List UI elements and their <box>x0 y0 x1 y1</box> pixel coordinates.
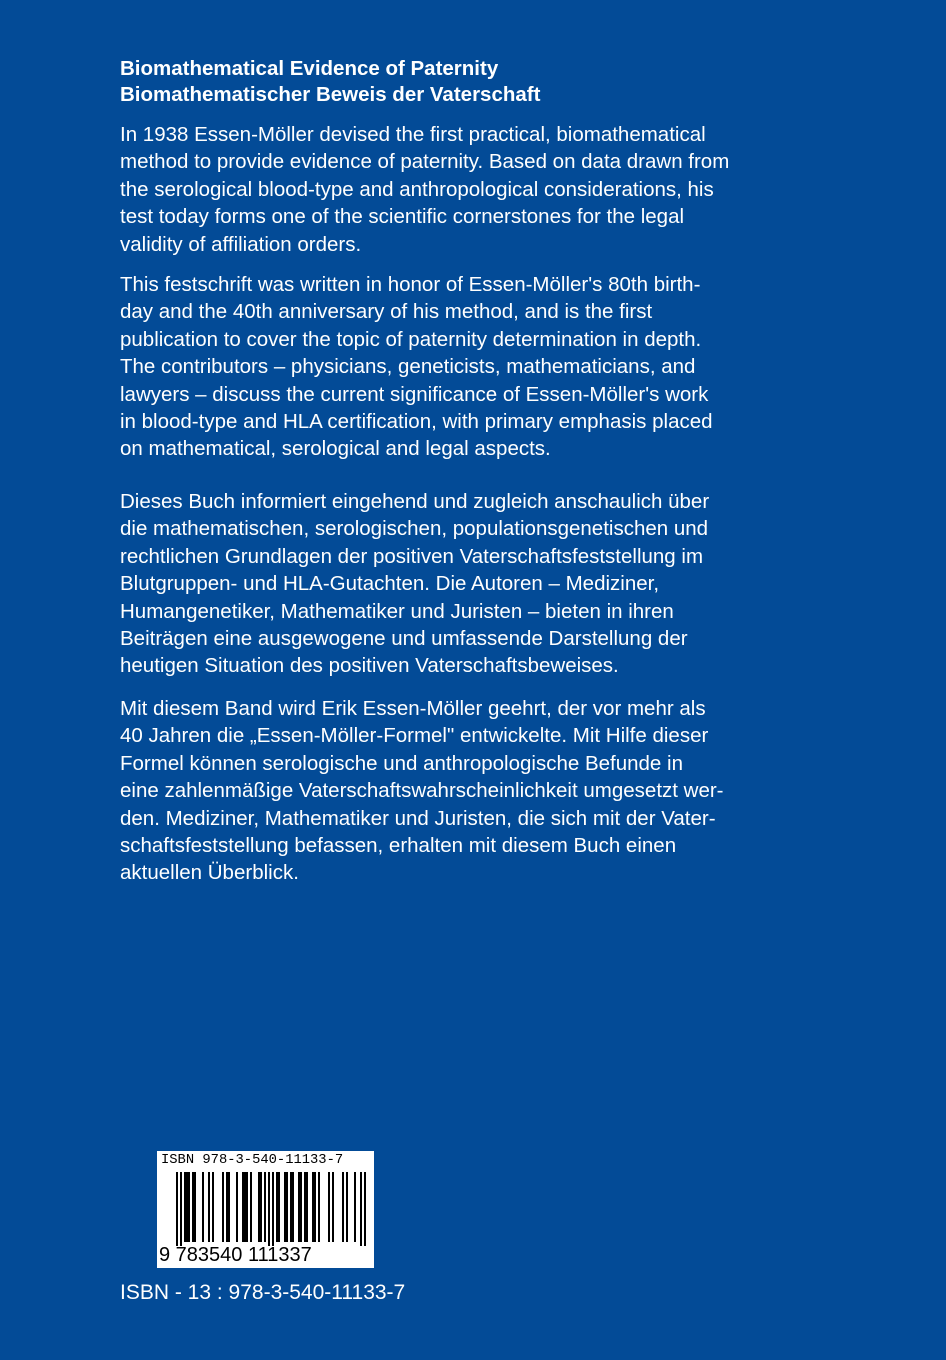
barcode-bar <box>286 1172 288 1242</box>
isbn-barcode <box>157 1151 374 1268</box>
text-line: lawyers – discuss the current significance of Essen-Möller's work <box>120 382 709 406</box>
barcode-bar <box>260 1172 262 1242</box>
barcode-bar <box>226 1172 228 1242</box>
barcode-bar <box>236 1172 238 1242</box>
barcode-bar <box>314 1172 316 1242</box>
barcode-bar <box>278 1172 280 1242</box>
barcode-bar <box>186 1172 188 1242</box>
barcode-bar <box>188 1172 190 1242</box>
barcode-bar <box>342 1172 344 1242</box>
text-line: die mathematischen, serologischen, populationsgenetischen und <box>120 517 709 541</box>
text-line: Dieses Buch informiert eingehend und zugleich anschaulich über <box>120 490 710 513</box>
barcode-bar <box>276 1172 278 1242</box>
barcode-bar <box>346 1172 348 1242</box>
barcode-bar <box>312 1172 314 1242</box>
barcode-bar <box>318 1172 320 1242</box>
text-line: method to provide evidence of paternity. Based on data drawn from <box>120 150 730 174</box>
barcode-bar <box>244 1172 246 1242</box>
text-line: rechtlichen Grundlagen der positiven Vaterschaftsfeststellung im <box>120 544 704 568</box>
barcode-bar <box>292 1172 294 1242</box>
barcode-bar <box>354 1172 356 1242</box>
barcode-digits: 9 783540 111337 <box>159 1244 312 1266</box>
barcode-bar <box>268 1172 270 1246</box>
barcode-bar <box>242 1172 244 1242</box>
text-line: the serological blood-type and anthropological considerations, his <box>120 177 714 201</box>
barcode-bar <box>194 1172 196 1242</box>
text-line: eine zahlenmäßige Vaterschaftswahrscheinlichkeit umgesetzt wer- <box>120 779 724 803</box>
barcode-bar <box>228 1172 230 1242</box>
barcode-bar <box>264 1172 266 1242</box>
barcode-bar <box>250 1172 252 1242</box>
text-line: Mit diesem Band wird Erik Essen-Möller geehrt, der vor mehr als <box>120 697 706 720</box>
german-paragraph-2 <box>120 695 840 887</box>
barcode-bar <box>180 1172 182 1246</box>
text-line: In 1938 Essen-Möller devised the first practical, biomathematical <box>120 123 706 146</box>
barcode-bar <box>176 1172 178 1246</box>
barcode-bar <box>192 1172 194 1242</box>
barcode-bar <box>328 1172 330 1242</box>
english-paragraph-1 <box>120 121 840 258</box>
text-line: The contributors – physicians, geneticists, mathematicians, and <box>120 355 696 379</box>
barcode-bars <box>159 1172 372 1246</box>
barcode-bar <box>202 1172 204 1242</box>
isbn-13-line: ISBN - 13 : 978-3-540-11133-7 <box>120 1281 406 1304</box>
text-line: Beiträgen eine ausgewogene und umfassende Darstellung der <box>120 627 688 651</box>
german-title: Biomathematischer Beweis der Vaterschaft <box>120 83 541 106</box>
barcode-isbn-label: ISBN 978-3-540-11133-7 <box>161 1153 344 1168</box>
english-title: Biomathematical Evidence of Paternity <box>120 57 499 80</box>
barcode-bar <box>184 1172 186 1242</box>
barcode-bar <box>284 1172 286 1242</box>
text-line: Humangenetiker, Mathematiker und Juristen – bieten in ihren <box>120 599 674 623</box>
text-line: publication to cover the topic of paternity determination in depth. <box>120 327 702 351</box>
barcode-bar <box>360 1172 362 1246</box>
barcode-bar <box>290 1172 292 1242</box>
barcode-bar <box>364 1172 366 1246</box>
barcode-bar <box>272 1172 274 1246</box>
barcode-bar <box>208 1172 210 1242</box>
title-block <box>120 56 880 108</box>
barcode-bar <box>306 1172 308 1242</box>
english-paragraph-2 <box>120 271 840 463</box>
barcode-bar <box>222 1172 224 1242</box>
text-line: heutigen Situation des positiven Vaterschaftsbeweises. <box>120 654 619 678</box>
text-line: validity of affiliation orders. <box>120 232 362 256</box>
barcode-bar <box>212 1172 214 1242</box>
barcode-bar <box>258 1172 260 1242</box>
text-line: Formel können serologische und anthropologische Befunde in <box>120 751 683 775</box>
barcode-bar <box>304 1172 306 1242</box>
text-line: in blood-type and HLA certification, with primary emphasis placed <box>120 410 713 434</box>
text-line: aktuellen Überblick. <box>120 861 299 885</box>
text-line: on mathematical, serological and legal aspects. <box>120 437 551 461</box>
barcode-bar <box>298 1172 300 1242</box>
text-line: 40 Jahren die „Essen-Möller-Formel" entwickelte. Mit Hilfe dieser <box>120 724 709 748</box>
barcode-bar <box>332 1172 334 1242</box>
text-line: schaftsfeststellung befassen, erhalten mit diesem Buch einen <box>120 834 677 858</box>
text-line: day and the 40th anniversary of his method, and is the first <box>120 300 653 324</box>
text-line: Blutgruppen- und HLA-Gutachten. Die Autoren – Mediziner, <box>120 572 660 596</box>
text-line: den. Mediziner, Mathematiker und Juristen, die sich mit der Vater- <box>120 806 716 830</box>
text-line: This festschrift was written in honor of Essen-Möller's 80th birth- <box>120 273 701 296</box>
german-paragraph-1 <box>120 488 840 680</box>
text-line: test today forms one of the scientific cornerstones for the legal <box>120 205 685 229</box>
barcode-bar <box>246 1172 248 1242</box>
barcode-bar <box>300 1172 302 1242</box>
